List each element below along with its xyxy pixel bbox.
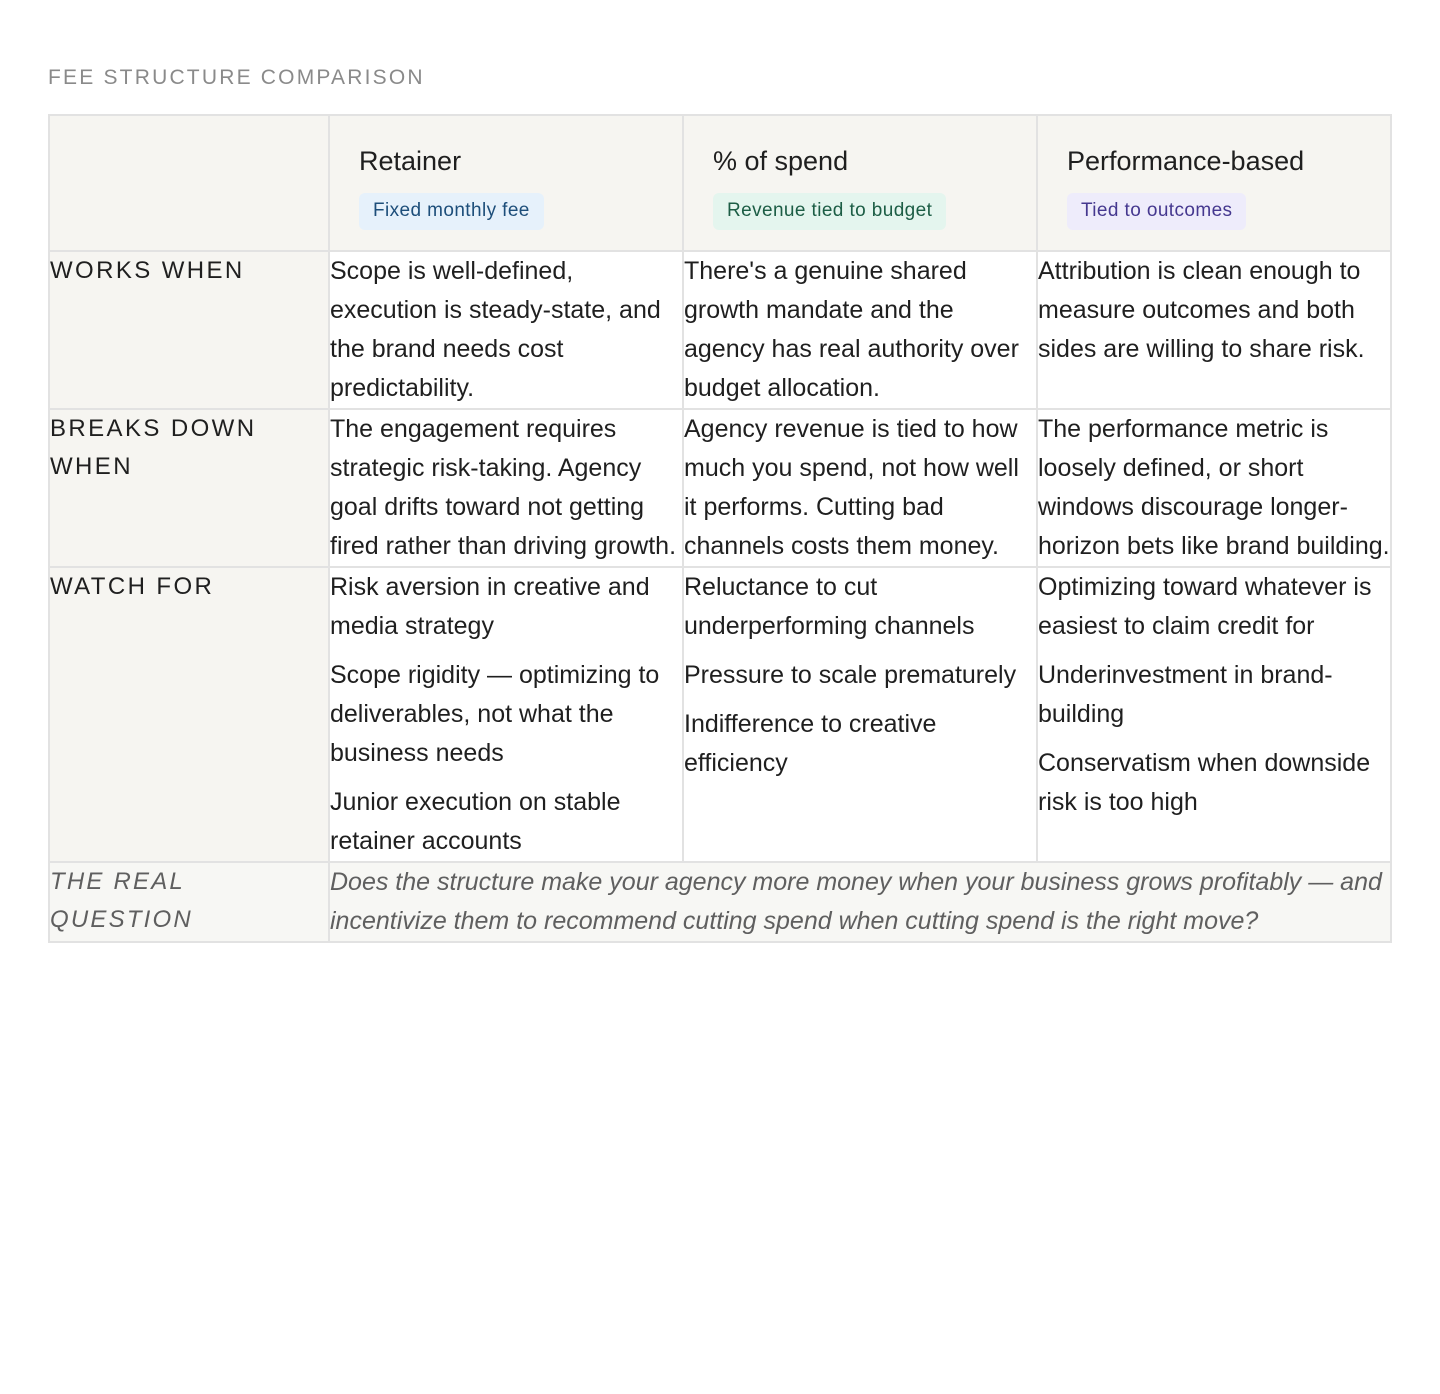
table-row-works-when	[49, 251, 1391, 409]
column-title: % of spend	[713, 146, 849, 176]
footer-question-text: Does the structure make your agency more money when your business grows profitably — and incentivize them to recommend cutting spend when cutting spend is the right move?	[329, 862, 1391, 942]
table-cell: Agency revenue is tied to how much you spend, not how well it performs. Cutting bad channels costs them money.	[683, 409, 1037, 567]
table-cell: There's a genuine shared growth mandate and the agency has real authority over budget allocation.	[683, 251, 1037, 409]
column-header-percent-of-spend	[683, 115, 1037, 251]
column-badge: Fixed monthly fee	[359, 193, 544, 230]
table-cell	[1037, 567, 1391, 862]
column-header-performance-based	[1037, 115, 1391, 251]
fee-comparison-table	[48, 114, 1392, 943]
list-item: Indifference to creative efficiency	[684, 710, 937, 777]
table-row-watch-for	[49, 567, 1391, 862]
row-label: WORKS WHEN	[49, 251, 329, 409]
section-title: FEE STRUCTURE COMPARISON	[48, 66, 425, 89]
table-cell	[329, 567, 683, 862]
list-item: Risk aversion in creative and media strategy	[330, 573, 650, 640]
fee-comparison-section	[48, 0, 1392, 943]
table-row-breaks-down-when	[49, 409, 1391, 567]
column-title: Retainer	[359, 146, 462, 176]
table-cell: Attribution is clean enough to measure outcomes and both sides are willing to share risk.	[1037, 251, 1391, 409]
header-empty-cell	[49, 115, 329, 251]
list-item: Underinvestment in brand-building	[1038, 661, 1333, 728]
list-item: Optimizing toward whatever is easiest to claim credit for	[1038, 573, 1372, 640]
row-label: WATCH FOR	[49, 567, 329, 862]
table-header-row	[49, 115, 1391, 251]
table-cell: Scope is well-defined, execution is steady-state, and the brand needs cost predictability.	[329, 251, 683, 409]
row-label: BREAKS DOWN WHEN	[49, 409, 329, 567]
column-badge: Revenue tied to budget	[713, 193, 946, 230]
table-cell: The engagement requires strategic risk-taking. Agency goal drifts toward not getting fired rather than driving growth.	[329, 409, 683, 567]
list-item: Conservatism when downside risk is too high	[1038, 749, 1371, 816]
column-title: Performance-based	[1067, 146, 1305, 176]
table-cell: The performance metric is loosely defined, or short windows discourage longer-horizon bets like brand building.	[1037, 409, 1391, 567]
list-item: Reluctance to cut underperforming channels	[684, 573, 975, 640]
list-item: Scope rigidity — optimizing to deliverables, not what the business needs	[330, 661, 660, 767]
footer-label: THE REAL QUESTION	[49, 862, 329, 942]
table-row-real-question	[49, 862, 1391, 942]
column-header-retainer	[329, 115, 683, 251]
list-item: Junior execution on stable retainer accounts	[330, 788, 621, 855]
column-badge: Tied to outcomes	[1067, 193, 1246, 230]
table-cell	[683, 567, 1037, 862]
list-item: Pressure to scale prematurely	[684, 661, 1017, 689]
